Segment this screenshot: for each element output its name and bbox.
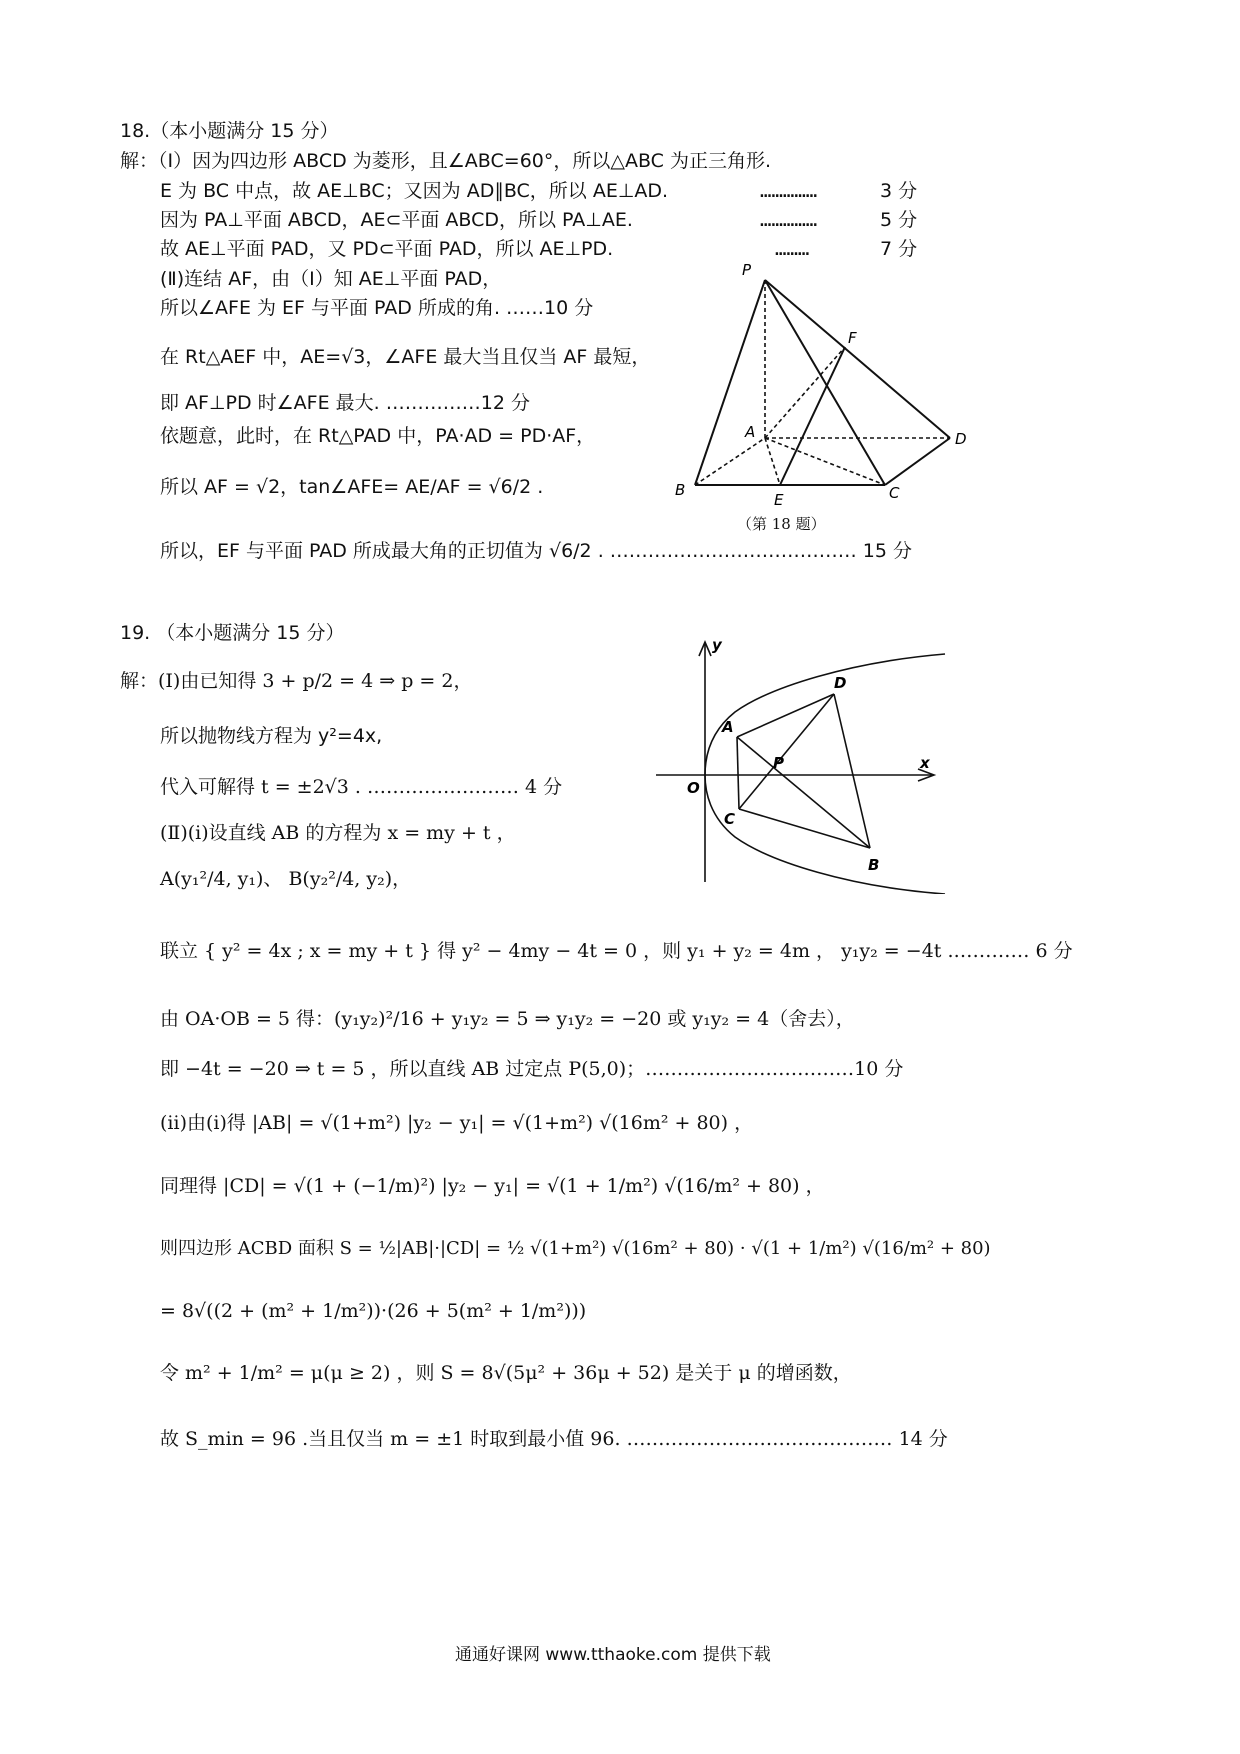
label-P: P — [773, 754, 784, 772]
q18-line-8: 即 AF⊥PD 时∠AFE 最大. ……………12 分 — [160, 392, 530, 414]
q18-score-dots-2: …………… — [760, 209, 818, 231]
q18-header: 18.（本小题满分 15 分） — [120, 120, 339, 142]
edge-EF — [780, 347, 845, 485]
q18-line-6: 所以∠AFE 为 EF 与平面 PAD 所成的角. ……10 分 — [160, 297, 594, 319]
q19-line-4: (Ⅱ)(ⅰ)设直线 AB 的方程为 x = my + t ， — [160, 822, 516, 844]
q19-line-1: 解：(Ⅰ)由已知得 3 + p/2 = 4 ⇒ p = 2， — [120, 670, 473, 692]
label-F: F — [848, 329, 857, 347]
label-C: C — [889, 484, 900, 502]
edge-PB — [695, 280, 765, 485]
q18-line-5: (Ⅱ)连结 AF，由（Ⅰ）知 AE⊥平面 PAD， — [160, 268, 502, 290]
label-y: y — [712, 636, 722, 654]
segment-CB — [739, 809, 870, 848]
q18-pyramid-figure — [670, 255, 980, 540]
label-P: P — [742, 261, 752, 279]
segment-AD — [737, 694, 834, 737]
q18-score-dots-3: ……… — [775, 238, 810, 260]
parabola-curve — [705, 654, 945, 894]
edge-PC — [765, 280, 885, 485]
q19-line-5: A(y₁²/4, y₁)、 B(y₂²/4, y₂)， — [160, 868, 412, 890]
edge-AE-hidden — [765, 438, 780, 485]
label-O: O — [687, 779, 700, 797]
segment-DB — [834, 694, 870, 848]
label-A: A — [722, 718, 734, 736]
q19-line-6: 联立 { y² = 4x ; x = my + t } 得 y² − 4my − 4t = 0 ，则 y₁ + y₂ = 4m ， y₁y₂ = −4t .………… 6 分 — [160, 940, 1073, 962]
q19-line-13: 令 m² + 1/m² = μ(μ ≥ 2) ，则 S = 8√(5μ² + 36μ + 52) 是关于 μ 的增函数， — [160, 1362, 852, 1384]
segment-AC — [737, 737, 739, 809]
label-D: D — [955, 430, 967, 448]
q18-score-dots-1: …………… — [760, 180, 818, 202]
label-A: A — [745, 423, 756, 441]
label-D: D — [834, 674, 847, 692]
q18-line-10: 所以 AF = √2，tan∠AFE= AE/AF = √6/2 . — [160, 476, 544, 498]
q19-line-3: 代入可解得 t = ±2√3 . …………………… 4 分 — [160, 776, 563, 798]
label-C: C — [724, 810, 736, 828]
edge-PD — [765, 280, 950, 438]
edge-BA-hidden — [695, 438, 765, 485]
q18-figure-caption: （第 18 题） — [737, 515, 826, 533]
q19-line-11: 则四边形 ACBD 面积 S = ½|AB|·|CD| = ½ √(1+m²) √(16m² + 80) · √(1 + 1/m²) √(16/m² + 80) — [160, 1238, 991, 1259]
q18-line-3: 因为 PA⊥平面 ABCD，AE⊂平面 ABCD，所以 PA⊥AE. — [160, 209, 633, 231]
q19-line-8: 即 −4t = −20 ⇒ t = 5 ，所以直线 AB 过定点 P(5,0)；……………………………10 分 — [160, 1058, 904, 1080]
q19-header: 19. （本小题满分 15 分） — [120, 622, 345, 644]
q18-score-2: 5 分 — [880, 209, 918, 231]
q18-line-2: E 为 BC 中点，故 AE⊥BC；又因为 AD∥BC，所以 AE⊥AD. — [160, 180, 669, 202]
edge-AF-hidden — [765, 347, 845, 438]
label-B: B — [868, 856, 880, 874]
chord-AB — [737, 737, 870, 848]
q18-line-4: 故 AE⊥平面 PAD，又 PD⊂平面 PAD，所以 AE⊥PD. — [160, 238, 614, 260]
q19-line-2: 所以抛物线方程为 y²=4x, — [160, 725, 383, 747]
q19-line-10: 同理得 |CD| = √(1 + (−1/m)²) |y₂ − y₁| = √(1 + 1/m²) √(16/m² + 80) ， — [160, 1175, 825, 1197]
q18-line-1: 解：（Ⅰ）因为四边形 ABCD 为菱形，且∠ABC=60°，所以△ABC 为正三角形. — [120, 150, 772, 172]
label-E: E — [774, 491, 784, 509]
q19-line-9: (ⅱ)由(ⅰ)得 |AB| = √(1+m²) |y₂ − y₁| = √(1+m²) √(16m² + 80) ， — [160, 1112, 754, 1134]
q19-parabola-figure — [650, 632, 950, 894]
label-x: x — [920, 754, 930, 772]
footer-text: 通通好课网 www.tthaoke.com 提供下载 — [455, 1645, 771, 1665]
q18-score-1: 3 分 — [880, 180, 918, 202]
q18-line-11: 所以，EF 与平面 PAD 所成最大角的正切值为 √6/2 . ………………………………… 15 分 — [160, 540, 913, 562]
q18-score-3: 7 分 — [880, 238, 918, 260]
q19-line-12: = 8√((2 + (m² + 1/m²))·(26 + 5(m² + 1/m²))) — [160, 1300, 587, 1322]
label-B: B — [675, 481, 686, 499]
q19-line-7: 由 OA·OB = 5 得：(y₁y₂)²/16 + y₁y₂ = 5 ⇒ y₁y₂ = −20 或 y₁y₂ = 4（舍去）， — [160, 1008, 855, 1030]
q19-line-14: 故 S_min = 96 .当且仅当 m = ±1 时取到最小值 96. …………………………………… 14 分 — [160, 1428, 948, 1450]
q18-line-7: 在 Rt△AEF 中，AE=√3，∠AFE 最大当且仅当 AF 最短， — [160, 346, 651, 368]
q18-line-9: 依题意，此时，在 Rt△PAD 中，PA·AD = PD·AF， — [160, 425, 596, 447]
edge-CD — [885, 438, 950, 485]
